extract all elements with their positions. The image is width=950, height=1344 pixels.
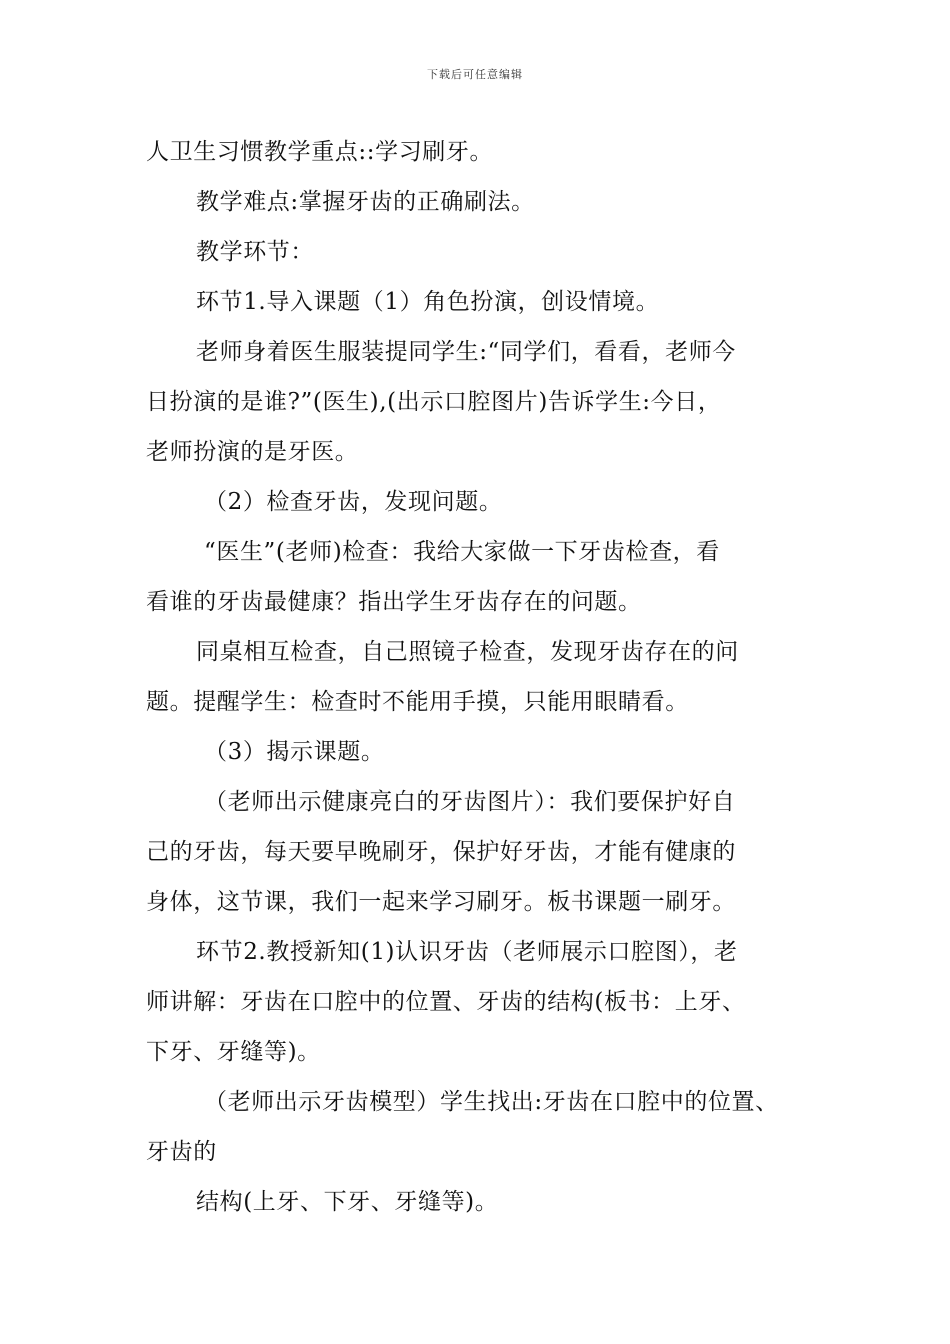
text-line: （老师出示健康亮白的牙齿图片）：我们要保护好自: [204, 789, 736, 815]
text-line: （2）检查牙齿，发现问题。: [204, 489, 503, 515]
text-line: 身体，这节课，我们一起来学习刷牙。板书课题一刷牙。: [146, 889, 736, 915]
text-line: 师讲解：牙齿在口腔中的位置、牙齿的结构(板书：上牙、: [146, 989, 746, 1015]
text-line: 同桌相互检查，自己照镜子检查，发现牙齿存在的问: [196, 639, 739, 665]
text-line: 环节1.导入课题（1）角色扮演，创设情境。: [196, 289, 660, 315]
text-line: 己的牙齿，每天要早晚刷牙，保护好牙齿，才能有健康的: [146, 839, 736, 865]
text-line: 结构(上牙、下牙、牙缝等)。: [196, 1189, 499, 1215]
document-body: [146, 127, 814, 1227]
text-line: 环节2.教授新知(1)认识牙齿（老师展示口腔图），老: [196, 939, 738, 965]
text-line: 下牙、牙缝等)。: [146, 1039, 321, 1065]
text-line: （3）揭示课题。: [204, 739, 385, 765]
text-line: 题。提醒学生：检查时不能用手摸，只能用眼睛看。: [146, 689, 689, 715]
text-line: 牙齿的: [146, 1139, 217, 1165]
text-line: 看谁的牙齿最健康？指出学生牙齿存在的问题。: [146, 589, 642, 615]
text-line: 日扮演的是谁?”(医生),(出示口腔图片)告诉学生:今日，: [146, 389, 722, 415]
text-line: （老师出示牙齿模型）学生找出:牙齿在口腔中的位置、: [204, 1089, 779, 1115]
text-line: “医生”(老师)检查：我给大家做一下牙齿检查，看: [204, 539, 720, 565]
text-line: 人卫生习惯教学重点::学习刷牙。: [146, 139, 494, 165]
page-header-note: 下载后可任意编辑: [427, 68, 523, 81]
text-line: 教学环节：: [196, 239, 314, 265]
text-line: 老师身着医生服装提同学生:“同学们，看看，老师今: [196, 339, 736, 365]
text-line: 教学难点:掌握牙齿的正确刷法。: [196, 189, 535, 215]
text-line: 老师扮演的是牙医。: [146, 439, 359, 465]
